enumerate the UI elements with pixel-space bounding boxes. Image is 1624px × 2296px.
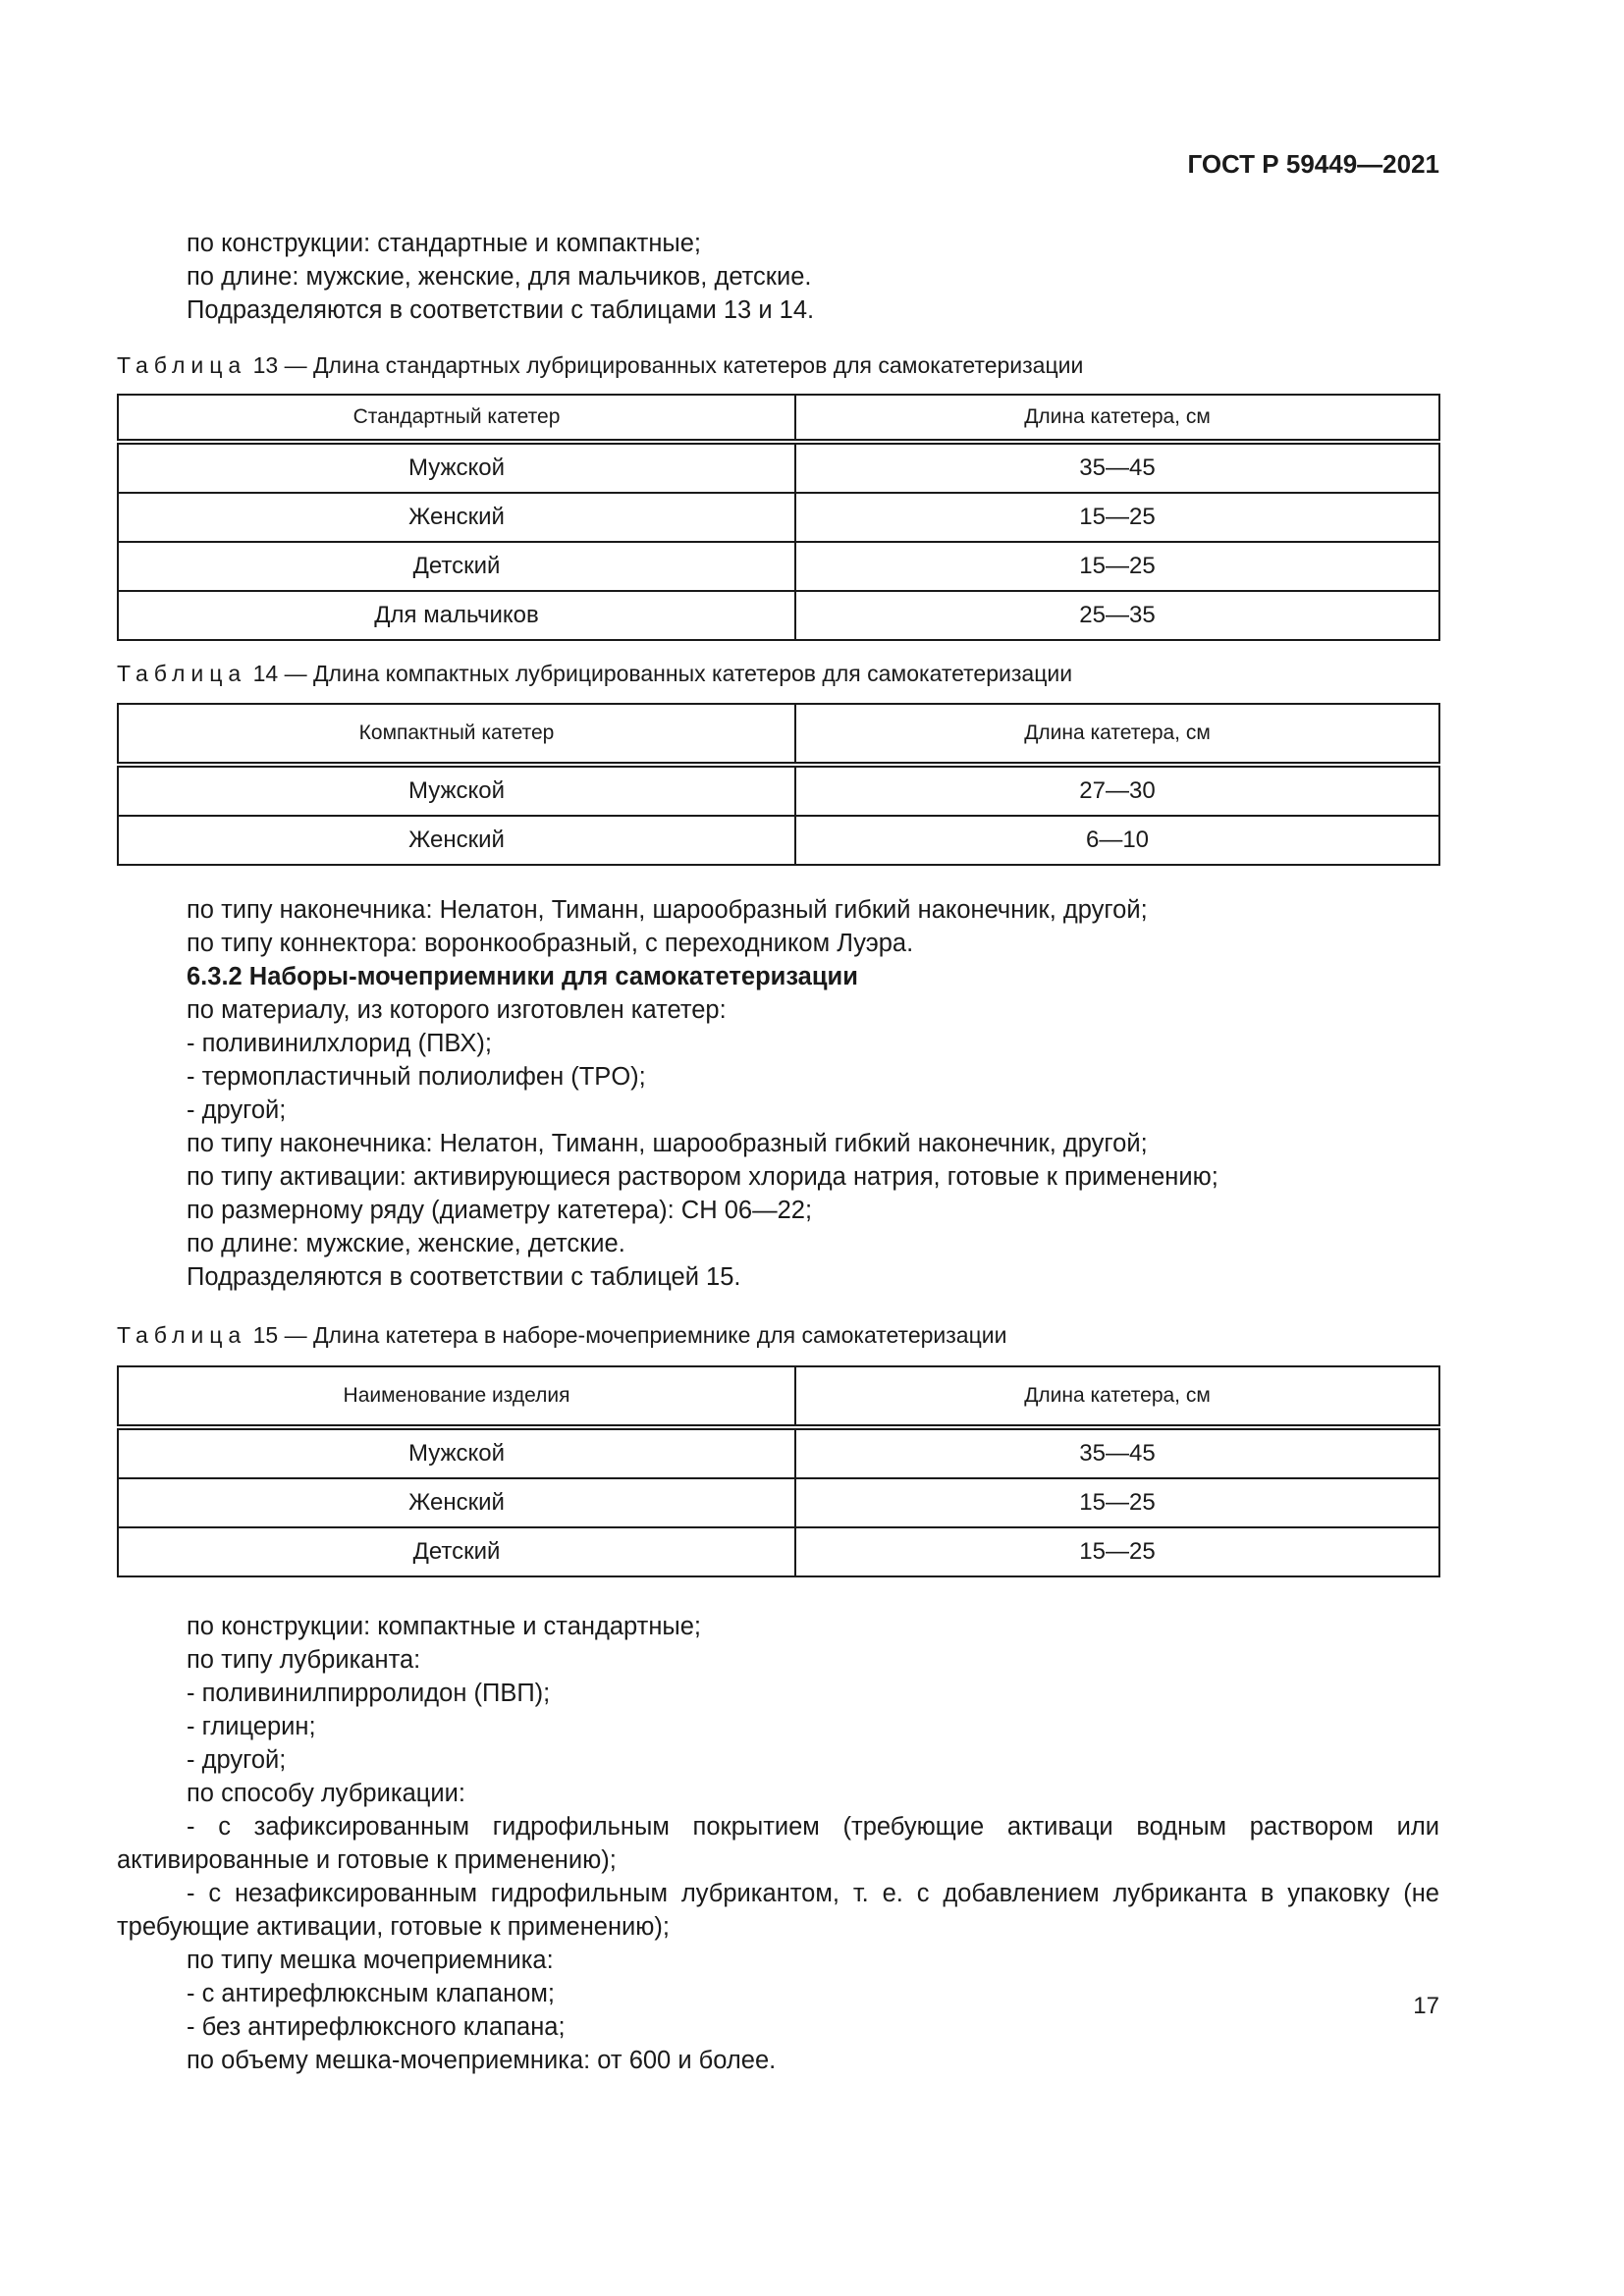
middle-block: [117, 893, 1218, 1294]
caption-number: 15: [252, 1322, 279, 1348]
text-line: - без антирефлюксного клапана;: [187, 2013, 566, 2041]
table-cell: 15—25: [795, 1478, 1439, 1527]
caption-text: — Длина компактных лубрицированных катетеров для самокатетеризации: [284, 661, 1073, 686]
caption-text: — Длина катетера в наборе-мочеприемнике для самокатетеризации: [284, 1322, 1007, 1348]
table-header-cell: Длина катетера, см: [795, 1366, 1439, 1427]
text-line: - поливинилхлорид (ПВХ);: [187, 1030, 492, 1057]
table-header-cell: Длина катетера, см: [795, 704, 1439, 765]
caption-label: Таблица: [117, 1322, 247, 1348]
caption-text: — Длина стандартных лубрицированных катетеров для самокатетеризации: [284, 352, 1084, 378]
text-line: по длине: мужские, женские, для мальчиков, детские.: [187, 263, 812, 291]
text-line: по типу коннектора: воронкообразный, с переходником Луэра.: [187, 930, 914, 957]
table-header-cell: Длина катетера, см: [795, 395, 1439, 442]
text-line: - другой;: [187, 1096, 287, 1124]
table-cell: Детский: [118, 1527, 795, 1576]
text-line: - поливинилпирролидон (ПВП);: [187, 1680, 551, 1707]
table-row: [118, 765, 1439, 816]
caption-label: Таблица: [117, 661, 247, 686]
text-line: по конструкции: компактные и стандартные;: [187, 1613, 701, 1640]
text-line: по типу лубриканта:: [187, 1646, 421, 1674]
bottom-block: [117, 1610, 1439, 2077]
table-cell: Мужской: [118, 442, 795, 493]
text-line: по типу наконечника: Нелатон, Тиманн, шарообразный гибкий наконечник, другой;: [187, 896, 1148, 924]
table-header-cell: Стандартный катетер: [118, 395, 795, 442]
table-14: [117, 703, 1440, 866]
caption-label: Таблица: [117, 352, 247, 378]
table-cell: Детский: [118, 542, 795, 591]
text-line: по типу мешка мочеприемника:: [187, 1947, 554, 1974]
text-line: по способу лубрикации:: [187, 1780, 465, 1807]
table-13: [117, 394, 1440, 641]
table-cell: Женский: [118, 1478, 795, 1527]
caption-number: 14: [252, 661, 279, 686]
caption-number: 13: [252, 352, 279, 378]
table-row: [118, 442, 1439, 493]
text-line: по типу наконечника: Нелатон, Тиманн, шарообразный гибкий наконечник, другой;: [187, 1130, 1148, 1157]
table-cell: Мужской: [118, 1427, 795, 1478]
text-line: Подразделяются в соответствии с таблицами 13 и 14.: [187, 296, 815, 324]
table-cell: 6—10: [795, 816, 1439, 865]
text-line: по размерному ряду (диаметру катетера): СН 06—22;: [187, 1197, 813, 1224]
table-cell: Женский: [118, 493, 795, 542]
text-line: по типу активации: активирующиеся раствором хлорида натрия, готовые к применению;: [187, 1163, 1218, 1191]
table-header-row: [118, 1366, 1439, 1427]
text-line: Подразделяются в соответствии с таблицей 15.: [187, 1263, 741, 1291]
table-cell: Для мальчиков: [118, 591, 795, 640]
table-cell: 15—25: [795, 1527, 1439, 1576]
table-15-caption: [117, 1320, 1006, 1350]
table-header-cell: Наименование изделия: [118, 1366, 795, 1427]
intro-block: [117, 227, 814, 327]
table-header-cell: Компактный катетер: [118, 704, 795, 765]
table-cell: Женский: [118, 816, 795, 865]
text-line: - другой;: [187, 1746, 287, 1774]
table-cell: 35—45: [795, 442, 1439, 493]
paragraph: - с незафиксированным гидрофильным лубрикантом, т. е. с добавлением лубриканта в упаковку (не требующие активации, готовые к применению);: [117, 1880, 1439, 1941]
table-cell: 25—35: [795, 591, 1439, 640]
table-13-caption: [117, 350, 1083, 380]
table-row: [118, 816, 1439, 865]
table-cell: Мужской: [118, 765, 795, 816]
table-row: [118, 493, 1439, 542]
section-heading: 6.3.2 Наборы-мочеприемники для самокатетеризации: [187, 963, 858, 990]
document-id: ГОСТ Р 59449—2021: [1187, 149, 1439, 179]
table-cell: 35—45: [795, 1427, 1439, 1478]
text-line: по длине: мужские, женские, детские.: [187, 1230, 625, 1257]
table-row: [118, 542, 1439, 591]
table-row: [118, 1427, 1439, 1478]
table-header-row: [118, 704, 1439, 765]
paragraph: - с зафиксированным гидрофильным покрытием (требующие активаци водным раствором или активированные и готовые к применению);: [117, 1813, 1439, 1874]
text-line: по конструкции: стандартные и компактные;: [187, 230, 701, 257]
table-row: [118, 1527, 1439, 1576]
text-line: по объему мешка-мочеприемника: от 600 и более.: [187, 2047, 777, 2074]
table-cell: 27—30: [795, 765, 1439, 816]
table-15: [117, 1365, 1440, 1577]
table-row: [118, 591, 1439, 640]
page-number: 17: [1413, 1993, 1439, 2019]
table-header-row: [118, 395, 1439, 442]
table-row: [118, 1478, 1439, 1527]
table-14-caption: [117, 659, 1072, 688]
table-cell: 15—25: [795, 493, 1439, 542]
text-line: - с антирефлюксным клапаном;: [187, 1980, 555, 2007]
table-cell: 15—25: [795, 542, 1439, 591]
text-line: по материалу, из которого изготовлен катетер:: [187, 996, 727, 1024]
text-line: - термопластичный полиолифен (TPO);: [187, 1063, 646, 1091]
text-line: - глицерин;: [187, 1713, 316, 1740]
